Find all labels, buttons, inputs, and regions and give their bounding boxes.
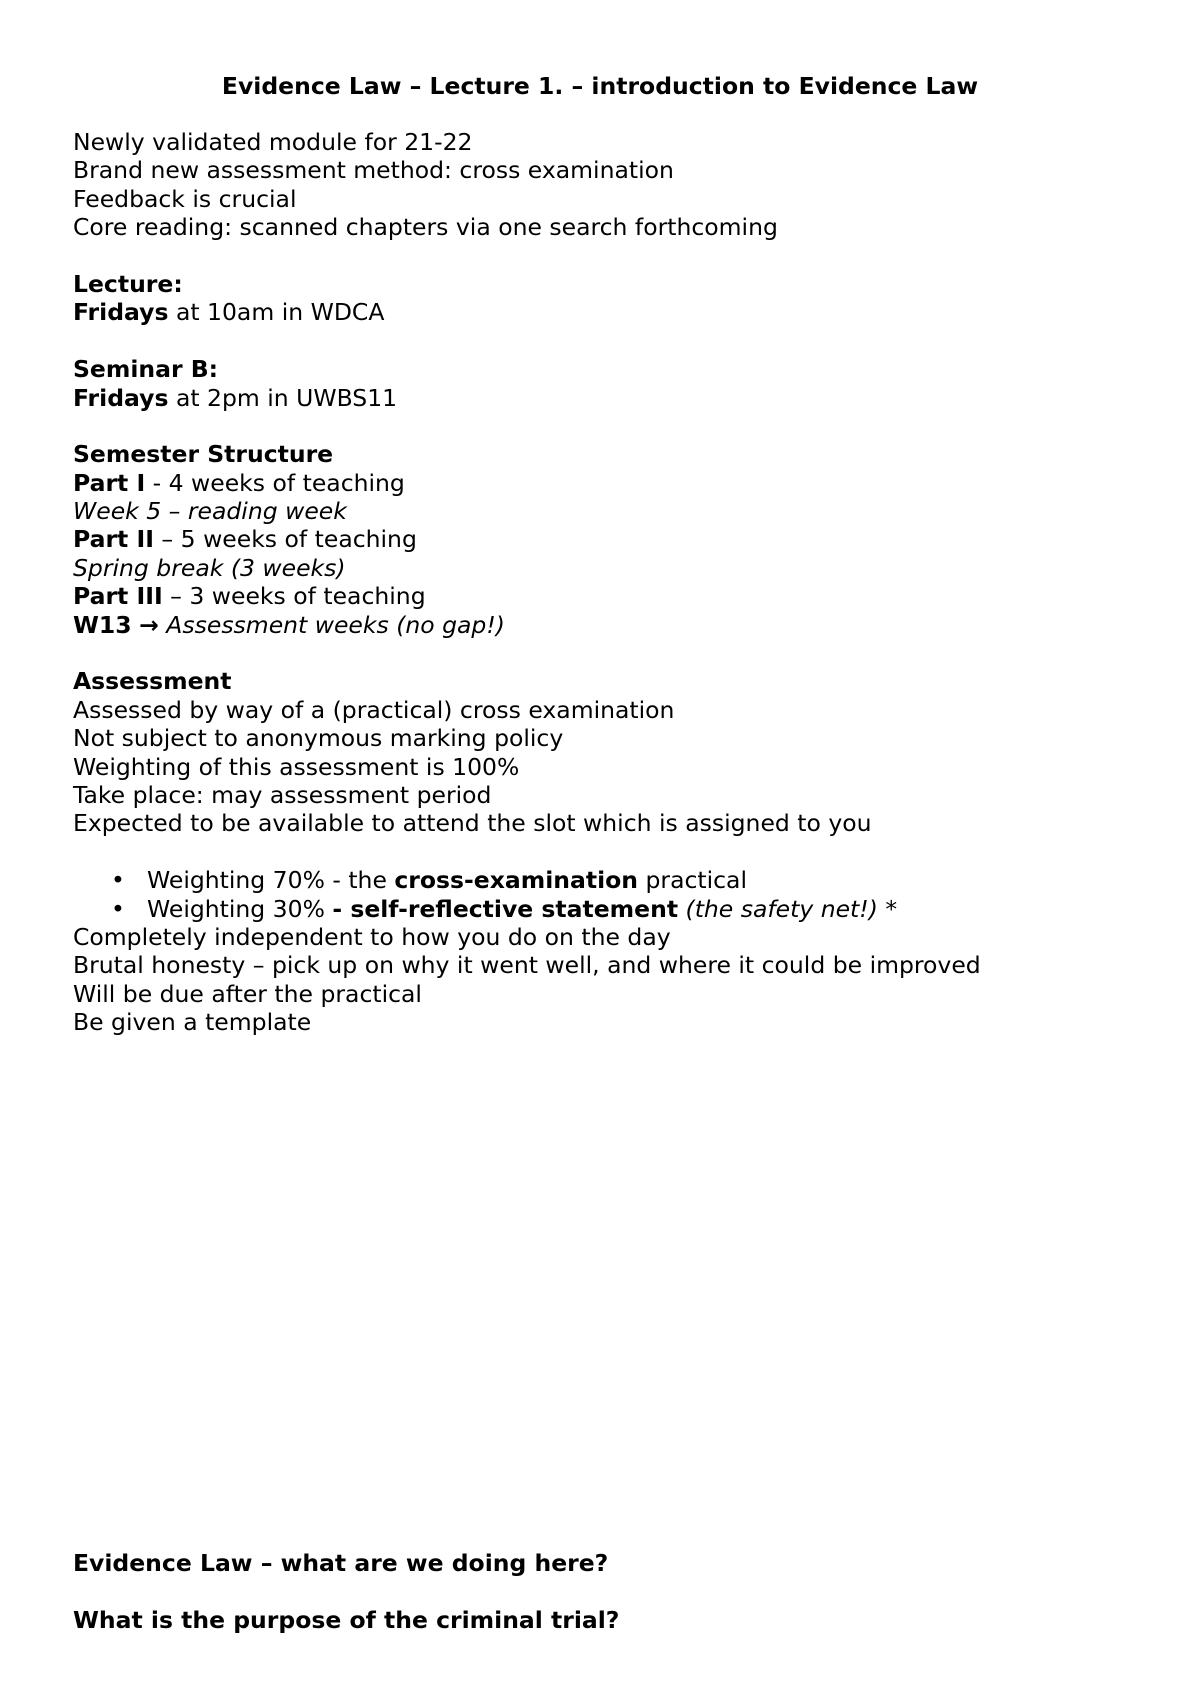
lecture-day: Fridays: [73, 298, 169, 327]
assessment-note: Be given a template: [73, 1008, 312, 1037]
assessment-line: Expected to be available to attend the slot which is assigned to you: [73, 809, 872, 838]
assessment-note: Will be due after the practical: [73, 979, 422, 1008]
semester-week-5: Week 5 – reading week: [73, 497, 347, 526]
closing-heading-2: What is the purpose of the criminal trial?: [73, 1605, 620, 1634]
intro-line: Brand new assessment method: cross examination: [73, 156, 674, 185]
semester-heading: Semester Structure: [73, 440, 334, 469]
seminar-time-place: at 2pm in UWBS11: [168, 383, 398, 412]
assessment-note: Brutal honesty – pick up on why it went well, and where it could be improved: [73, 951, 981, 980]
assessment-line: Assessed by way of a (practical) cross examination: [73, 695, 675, 724]
semester-spring-break: Spring break (3 weeks): [73, 553, 346, 582]
page-title: Evidence Law – Lecture 1. – introduction to Evidence Law: [221, 72, 979, 100]
assessment-line: Take place: may assessment period: [73, 780, 492, 809]
closing-section: [73, 1549, 1153, 1634]
semester-part-3: Part III – 3 weeks of teaching: [73, 582, 426, 611]
lecture-detail: [73, 298, 1153, 326]
assessment-line: Not subject to anonymous marking policy: [73, 724, 564, 753]
bullet-icon: •: [111, 866, 125, 895]
seminar-day: Fridays: [73, 383, 169, 412]
intro-line: Core reading: scanned chapters via one search forthcoming: [73, 213, 778, 242]
intro-line: Feedback is crucial: [73, 184, 297, 213]
semester-part-2: Part II – 5 weeks of teaching: [73, 525, 417, 554]
intro-line: Newly validated module for 21-22: [73, 128, 473, 156]
lecture-heading: Lecture:: [73, 269, 183, 298]
assessment-note: Completely independent to how you do on the day: [73, 922, 671, 951]
list-item: • Weighting 70% - the cross-examination practical: [111, 866, 747, 895]
lecture-time-place: at 10am in WDCA: [168, 298, 385, 327]
intro-section: [73, 128, 1153, 1037]
weighting-list: [73, 866, 1153, 923]
semester-part-1: Part I - 4 weeks of teaching: [73, 468, 405, 497]
semester-w13: W13 → Assessment weeks (no gap!): [73, 610, 505, 639]
assessment-heading: Assessment: [73, 667, 232, 696]
closing-heading-1: Evidence Law – what are we doing here?: [73, 1549, 609, 1577]
assessment-line: Weighting of this assessment is 100%: [73, 752, 520, 781]
seminar-detail: [73, 384, 1153, 412]
arrow-right-icon: →: [139, 610, 159, 639]
seminar-heading: Seminar B:: [73, 355, 219, 384]
bullet-icon: •: [111, 894, 125, 923]
list-item: • Weighting 30% - self-reflective statement (the safety net!) *: [111, 894, 898, 923]
